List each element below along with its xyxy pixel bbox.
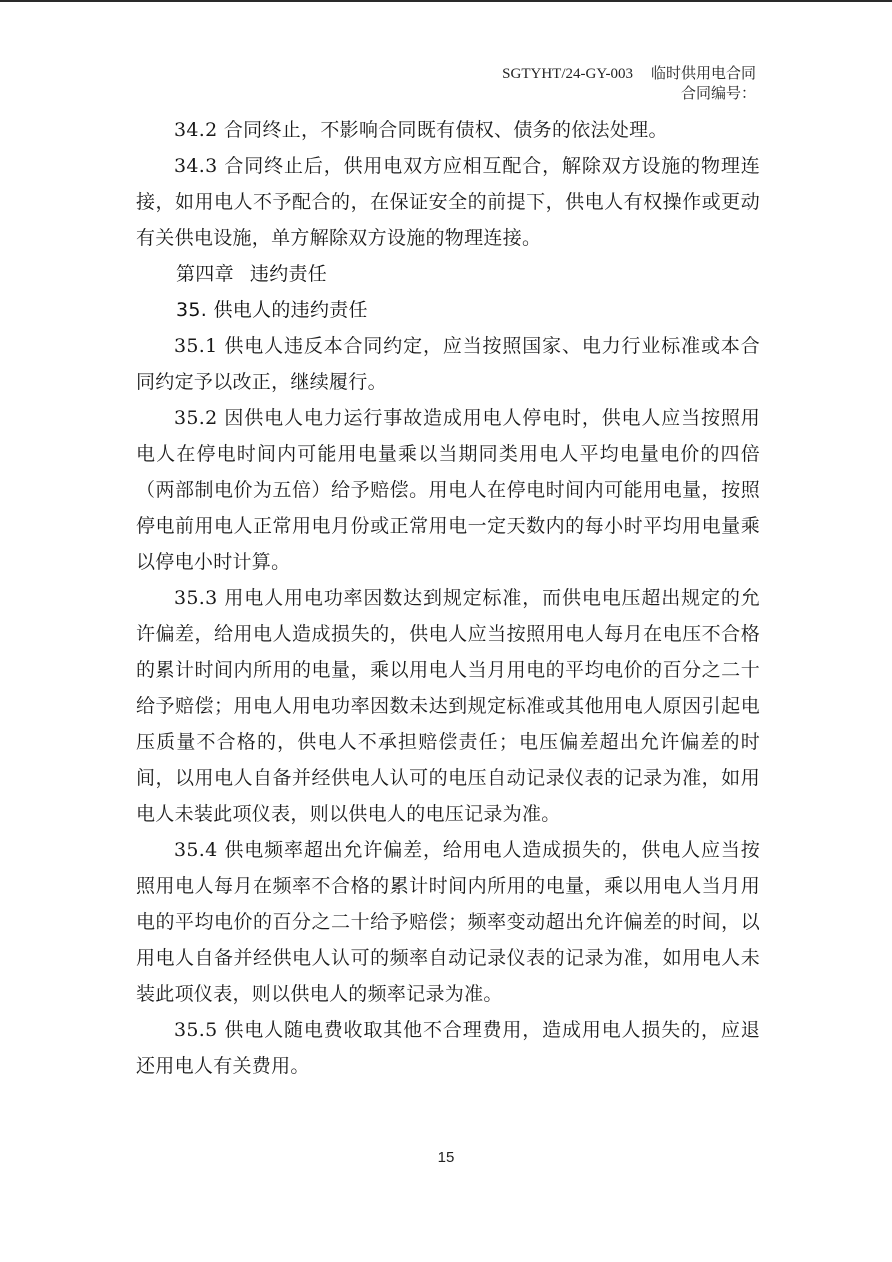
clause-35-5: 35.5 供电人随电费收取其他不合理费用，造成用电人损失的，应退还用电人有关费用。 [136, 1019, 760, 1077]
clause-34-3: 34.3 合同终止后，供用电双方应相互配合，解除双方设施的物理连接，如用电人不予配合的，在保证安全的前提下，供电人有权操作或更动有关供电设施，单方解除双方设施的物理连接。 [136, 155, 760, 249]
page-top-border [0, 0, 892, 2]
clause-35-2: 35.2 因供电人电力运行事故造成用电人停电时，供电人应当按照用电人在停电时间内可能用电量乘以当期同类用电人平均电量电价的四倍（两部制电价为五倍）给予赔偿。用电人在停电时间内可能用电量，按照停电前用电人正常用电月份或正常用电一定天数内的每小时平均用电量乘以停电小时计算。 [136, 407, 760, 573]
clause-35-4: 35.4 供电频率超出允许偏差，给用电人造成损失的，供电人应当按照用电人每月在频率不合格的累计时间内所用的电量，乘以用电人当月用电的平均电价的百分之二十给予赔偿；频率变动超出允许偏差的时间，以用电人自备并经供电人认可的频率自动记录仪表的记录为准，如用电人未装此项仪表，则以供电人的频率记录为准。 [136, 839, 760, 1005]
page-header [502, 64, 756, 104]
page-number: 15 [437, 1149, 455, 1166]
document-title: 临时供用电合同 [650, 66, 756, 82]
clause-35-3: 35.3 用电人用电功率因数达到规定标准，而供电电压超出规定的允许偏差，给用电人造成损失的，供电人应当按照用电人每月在电压不合格的累计时间内所用的电量，乘以用电人当月用电的平均电价的百分之二十给予赔偿；用电人用电功率因数未达到规定标准或其他用电人原因引起电压质量不合格的，供电人不承担赔偿责任；电压偏差超出允许偏差的时间，以用电人自备并经供电人认可的电压自动记录仪表的记录为准，如用电人未装此项仪表，则以供电人的电压记录为准。 [136, 587, 760, 825]
chapter-number: 第四章 [176, 263, 234, 285]
header-line-1 [502, 64, 756, 84]
clause-35-1: 35.1 供电人违反本合同约定，应当按照国家、电力行业标准或本合同约定予以改正，继续履行。 [136, 335, 760, 393]
contract-number-label: 合同编号： [680, 86, 756, 102]
document-body [136, 112, 760, 1084]
section-35-heading: 35. 供电人的违约责任 [176, 299, 368, 321]
clause-34-2: 34.2 合同终止，不影响合同既有债权、债务的依法处理。 [174, 119, 668, 141]
chapter-title: 违约责任 [249, 263, 328, 285]
chapter-heading [136, 256, 760, 292]
document-code: SGTYHT/24-GY-003 [502, 66, 633, 82]
